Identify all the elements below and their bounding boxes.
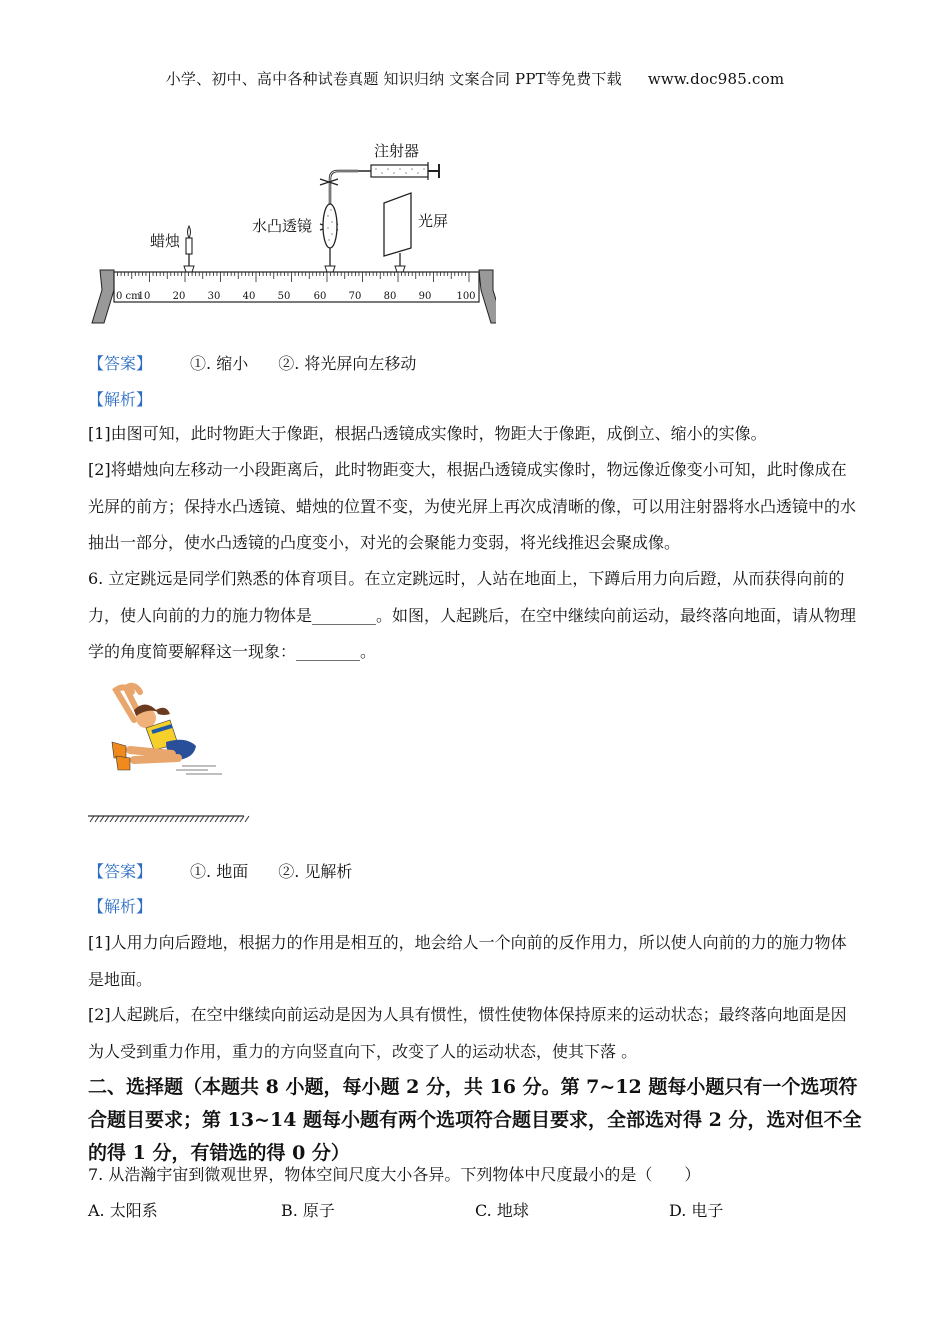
ground-hatch [135,816,139,822]
ground-hatch [100,816,104,822]
q5-analysis-2: [2]将蜡烛向左移动一小段距离后，此时物距变大，根据凸透镜成实像时，物远像近像变小可知，此时像成在光屏的前方；保持水凸透镜、蜡烛的位置不变，为使光屏上再次成清晰的像，可以用注射器将水凸透镜中的水抽出一部分，使水凸透镜的凸度变小，对光的会聚能力变弱，将光线推迟会聚成像。 [88,460,857,552]
tick-label: 80 [383,291,397,302]
water-lens [323,204,337,248]
header-text: 小学、初中、高中各种试卷真题 知识归纳 文案合同 PPT等免费下载 [165,70,622,88]
long-jump-figure [86,680,256,830]
bench-leg-left [92,270,114,323]
q5-answer-line [88,354,416,374]
ground-hatch [210,816,214,822]
ground-hatch [155,816,159,822]
ground-hatch [220,816,224,822]
q6-question: 6. 立定跳远是同学们熟悉的体育项目。在立定跳远时，人站在地面上，下蹲后用力向后蹬，从而获得向前的力，使人向前的力的施力物体是________。如图，人起跳后，在空中继续向前运动，最终落向地面，请从物理学的角度简要解释这一现象：________。 [88,569,857,661]
tick-label: 60 [313,291,327,302]
ground-hatch [130,816,134,822]
ground-hatch [110,816,114,822]
tick-label: 50 [277,291,291,302]
ground-hatch [90,816,94,822]
ground-hatch [115,816,119,822]
ground-hatch [175,816,179,822]
tick-label: 70 [348,291,362,302]
bench-leg-right [479,270,496,323]
ground-hatch [165,816,169,822]
q7-option-a: A. 太阳系 [88,1201,158,1220]
tick-label: 30 [207,291,221,302]
q6-analysis-1: [1]人用力向后蹬地，根据力的作用是相互的，地会给人一个向前的反作用力，所以使人向前的力的施力物体是地面。 [88,933,847,989]
q7-option-d: D. 电子 [669,1201,724,1220]
ground-hatch [195,816,199,822]
q6-analysis-label: 【解析】 [88,897,153,916]
ground-hatch [245,816,249,822]
ground-hatch [200,816,204,822]
optical-bench-figure [86,138,496,328]
page-header [0,68,950,89]
ground-hatch [160,816,164,822]
ground-hatch [150,816,154,822]
ground-hatch [190,816,194,822]
ground-hatch [170,816,174,822]
ground-hatch [120,816,124,822]
ground-hatch [215,816,219,822]
label-candle: 蜡烛 [150,232,181,250]
ground-hatch [145,816,149,822]
label-syringe: 注射器 [374,142,420,160]
light-screen [384,193,411,256]
q7-option-b: B. 原子 [281,1201,335,1220]
ground-hatch [125,816,129,822]
answer-item: ②. 见解析 [278,862,353,881]
ground-hatch [185,816,189,822]
ground-hatch [140,816,144,822]
tick-label: 20 [172,291,186,302]
candle [186,226,192,266]
q6-analysis-2: [2]人起跳后，在空中继续向前运动是因为人具有惯性，惯性使物体保持原来的运动状态；最终落向地面是因为人受到重力作用，重力的方向竖直向下，改变了人的运动状态，使其下落 。 [88,1005,847,1061]
header-site[interactable]: www.doc985.com [647,70,785,88]
q7-question: 7. 从浩瀚宇宙到微观世界，物体空间尺度大小各异。下列物体中尺度最小的是（ ） [88,1165,701,1184]
ground-hatch [230,816,234,822]
section-heading: 二、选择题（本题共 8 小题，每小题 2 分，共 16 分。第 7~12 题每小题只有一个选项符合题目要求；第 13~14 题每小题有两个选项符合题目要求，全部选对得 2 分，选对但不全的得 1 分，有错选的得 0 分） [88,1076,862,1164]
ground-hatch [205,816,209,822]
ground-hatch [235,816,239,822]
tick-label: 40 [242,291,256,302]
label-screen: 光屏 [418,212,449,230]
q7-option-c: C. 地球 [475,1201,529,1220]
ground-hatch [240,816,244,822]
ground-hatch [180,816,184,822]
tick-label: 10 [137,291,151,302]
q5-analysis-1: [1]由图可知，此时物距大于像距，根据凸透镜成实像时，物距大于像距，成倒立、缩小的实像。 [88,424,767,443]
ground-hatch [105,816,109,822]
answer-item: ①. 地面 [190,862,249,881]
ground-hatch [225,816,229,822]
tick-label: 90 [418,291,432,302]
answer-item: ①. 缩小 [190,354,249,373]
tick-label: 100 [456,291,476,302]
q5-analysis-label: 【解析】 [88,390,153,409]
q6-answer-line [88,862,352,882]
ground-hatch [95,816,99,822]
answer-item: ②. 将光屏向左移动 [278,354,417,373]
answer-label: 【答案】 [88,862,153,881]
syringe [358,162,439,180]
label-lens: 水凸透镜 [252,217,313,235]
answer-label: 【答案】 [88,354,153,373]
ruler-unit: 0 cm [116,291,141,302]
